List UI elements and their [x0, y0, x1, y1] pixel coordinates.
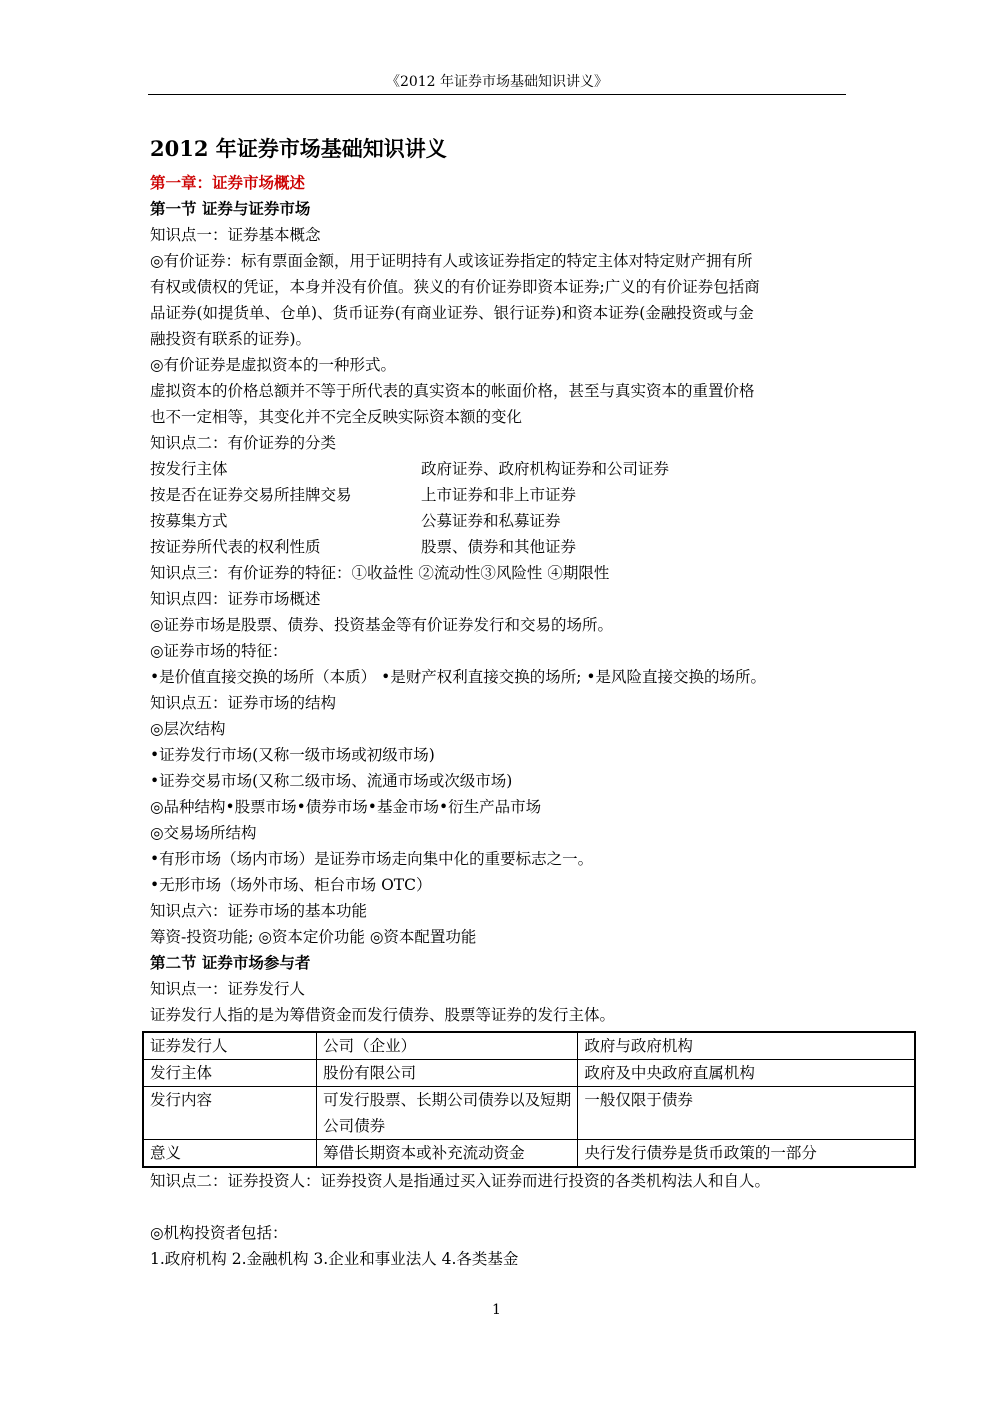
table-cell: 股份有限公司	[317, 1060, 578, 1087]
knowledge-point-heading: 知识点一：证券发行人	[150, 980, 306, 998]
table-cell: 一般仅限于债券	[578, 1087, 915, 1140]
paragraph-line: •有形市场（场内市场）是证券市场走向集中化的重要标志之一。	[150, 850, 594, 868]
paragraph-line: ◎机构投资者包括：	[150, 1224, 288, 1242]
header-rule	[148, 94, 846, 95]
page-number: 1	[492, 1302, 501, 1318]
paragraph-line: ◎品种结构•股票市场•债券市场•基金市场•衍生产品市场	[150, 798, 542, 816]
paragraph-line: 品证券(如提货单、仓单)、货币证券(有商业证券、银行证券)和资本证券(金融投资或与金	[150, 304, 754, 322]
paragraph-line: •证券交易市场(又称二级市场、流通市场或次级市场)	[150, 772, 513, 790]
table-row	[143, 1032, 915, 1060]
table-cell: 意义	[143, 1140, 317, 1168]
document-title: 2012 年证券市场基础知识讲义	[150, 136, 447, 161]
paragraph-line: 有权或债权的凭证，本身并没有价值。狭义的有价证券即资本证券;广义的有价证券包括商	[150, 278, 760, 296]
paragraph-line: 也不一定相等，其变化并不完全反映实际资本额的变化	[150, 408, 523, 426]
table-row	[143, 1140, 915, 1168]
knowledge-point-heading: 知识点六：证券市场的基本功能	[150, 902, 368, 920]
classification-basis: 按证券所代表的权利性质	[150, 538, 321, 556]
paragraph-line: 筹资-投资功能; ◎资本定价功能 ◎资本配置功能	[150, 928, 477, 946]
table-cell: 证券发行人	[143, 1032, 317, 1060]
paragraph-line: 1.政府机构 2.金融机构 3.企业和事业法人 4.各类基金	[150, 1250, 519, 1268]
paragraph-line: ◎交易场所结构	[150, 824, 257, 842]
paragraph-line: 证券发行人指的是为筹借资金而发行债券、股票等证券的发行主体。	[150, 1006, 616, 1024]
issuer-comparison-table	[142, 1031, 916, 1168]
paragraph-line: ◎证券市场是股票、债券、投资基金等有价证券发行和交易的场所。	[150, 616, 614, 634]
table-cell: 政府与政府机构	[578, 1032, 915, 1060]
paragraph-line: ◎有价证券：标有票面金额，用于证明持有人或该证券指定的特定主体对特定财产拥有所	[150, 252, 753, 270]
knowledge-point-heading: 知识点二：证券投资人：证券投资人是指通过买入证券而进行投资的各类机构法人和自人。	[150, 1172, 771, 1190]
knowledge-point-heading: 知识点一：证券基本概念	[150, 226, 321, 244]
table-cell: 发行主体	[143, 1060, 317, 1087]
classification-row	[150, 456, 850, 482]
paragraph-line: ◎有价证券是虚拟资本的一种形式。	[150, 356, 397, 374]
knowledge-point-heading: 知识点五：证券市场的结构	[150, 694, 337, 712]
table-row	[143, 1087, 915, 1140]
classification-types: 公募证券和私募证券	[421, 512, 561, 530]
classification-row	[150, 534, 850, 560]
paragraph-line: •无形市场（场外市场、柜台市场 OTC）	[150, 876, 432, 894]
paragraph-line: ◎层次结构	[150, 720, 226, 738]
knowledge-point-heading: 知识点二：有价证券的分类	[150, 434, 337, 452]
table-cell: 可发行股票、长期公司债券以及短期公司债券	[317, 1087, 578, 1140]
section-heading-1: 第一节 证券与证券市场	[150, 199, 311, 218]
table-cell: 筹借长期资本或补充流动资金	[317, 1140, 578, 1168]
paragraph-line: 融投资有联系的证券)。	[150, 330, 312, 348]
knowledge-point-heading: 知识点三：有价证券的特征：①收益性 ②流动性③风险性 ④期限性	[150, 564, 610, 582]
table-cell: 发行内容	[143, 1087, 317, 1140]
section-heading-2: 第二节 证券市场参与者	[150, 953, 311, 972]
classification-basis: 按募集方式	[150, 512, 228, 530]
table-cell: 央行发行债券是货币政策的一部分	[578, 1140, 915, 1168]
chapter-heading: 第一章：证券市场概述	[150, 173, 306, 192]
running-header: 《2012 年证券市场基础知识讲义》	[385, 74, 609, 90]
knowledge-point-heading: 知识点四：证券市场概述	[150, 590, 321, 608]
table-cell: 政府及中央政府直属机构	[578, 1060, 915, 1087]
classification-basis: 按发行主体	[150, 460, 228, 478]
paragraph-line: •证券发行市场(又称一级市场或初级市场)	[150, 746, 435, 764]
table-cell: 公司（企业）	[317, 1032, 578, 1060]
table-row	[143, 1060, 915, 1087]
classification-basis: 按是否在证券交易所挂牌交易	[150, 486, 352, 504]
paragraph-line: 虚拟资本的价格总额并不等于所代表的真实资本的帐面价格，甚至与真实资本的重置价格	[150, 382, 755, 400]
classification-types: 股票、债券和其他证券	[421, 538, 577, 556]
classification-row	[150, 482, 850, 508]
document-body	[150, 132, 850, 1272]
classification-types: 上市证券和非上市证券	[421, 486, 577, 504]
blank-line	[150, 1194, 850, 1220]
classification-row	[150, 508, 850, 534]
paragraph-line: ◎证券市场的特征：	[150, 642, 288, 660]
paragraph-line: •是价值直接交换的场所（本质） •是财产权利直接交换的场所; •是风险直接交换的场所。	[150, 668, 767, 686]
classification-types: 政府证券、政府机构证券和公司证券	[421, 460, 670, 478]
